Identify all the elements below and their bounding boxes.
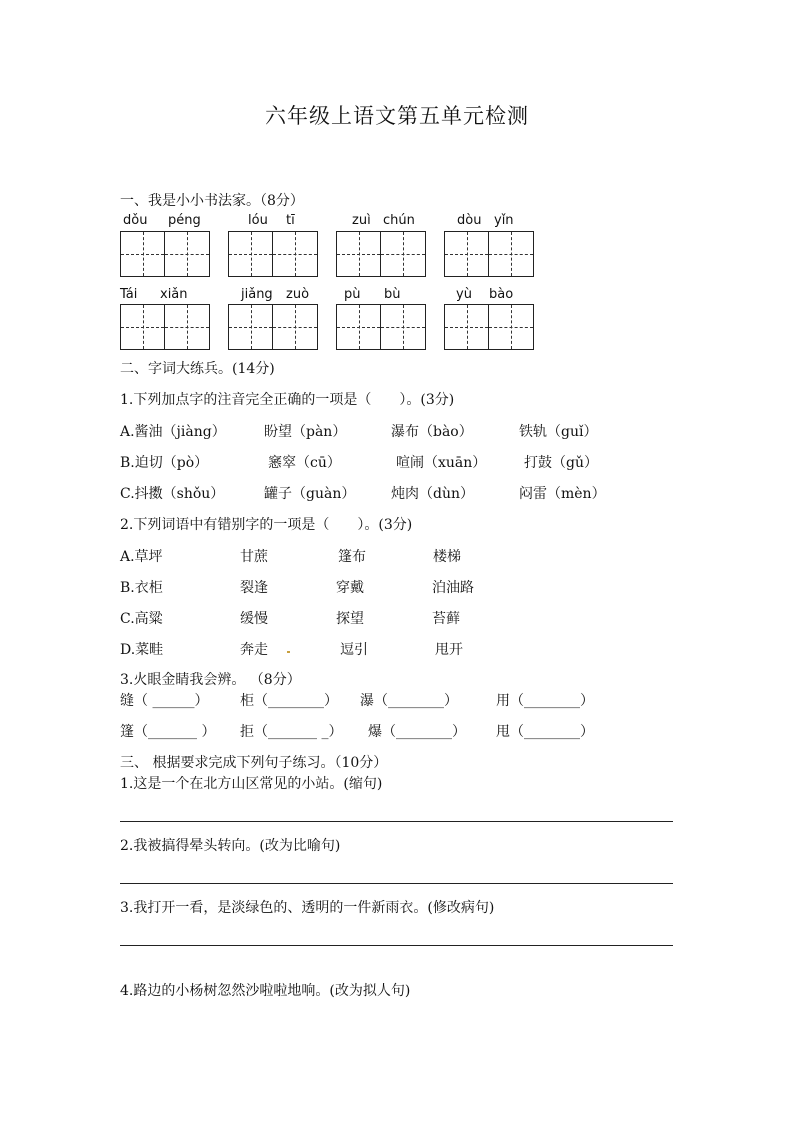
- option-a: A.草坪: [120, 549, 163, 565]
- pinyin: dǒu: [123, 213, 148, 228]
- fill-blank[interactable]: 篷（_______ ）: [120, 724, 216, 740]
- question-2-stem: 2.下列词语中有错别字的一项是（ ）。(3分): [120, 517, 413, 533]
- option-d-word: 甩开: [435, 642, 463, 658]
- writing-grid[interactable]: [336, 231, 426, 277]
- pinyin: jiǎng: [241, 287, 273, 302]
- option-b-word: 喧闹（xuān）: [396, 455, 487, 471]
- sentence-exercise: 1.这是一个在北方山区常见的小站。(缩句): [120, 776, 383, 792]
- option-c-word: 炖肉（dùn）: [391, 486, 474, 502]
- section2-heading: 二、字词大练兵。(14分): [120, 361, 275, 377]
- option-a-word: 楼梯: [433, 549, 461, 565]
- option-c: C.抖擞（shǒu）: [120, 486, 225, 502]
- answer-line[interactable]: [120, 821, 673, 822]
- sentence-exercise: 2.我被搞得晕头转向。(改为比喻句): [120, 838, 341, 854]
- option-c-word: 罐子（guàn）: [264, 486, 356, 502]
- question-1-stem: 1.下列加点字的注音完全正确的一项是（ ）。(3分): [120, 392, 455, 408]
- option-d: D.菜畦: [120, 642, 164, 658]
- answer-line[interactable]: [120, 883, 673, 884]
- writing-grid[interactable]: [228, 304, 318, 350]
- option-b-word: 裂逢: [240, 580, 268, 596]
- grid-cell[interactable]: [229, 232, 273, 276]
- option-b: B.迫切（pò）: [120, 455, 209, 471]
- pinyin: pù: [344, 287, 361, 302]
- grid-cell[interactable]: [121, 305, 165, 349]
- pinyin: dòu: [457, 213, 482, 228]
- option-a-word: 铁轨（guǐ）: [519, 424, 598, 440]
- fill-blank[interactable]: 拒（_______ _）: [240, 724, 343, 740]
- option-a-word: 盼望（pàn）: [264, 424, 347, 440]
- grid-cell[interactable]: [273, 232, 317, 276]
- grid-cell[interactable]: [337, 232, 381, 276]
- pinyin: xiǎn: [160, 287, 188, 302]
- pinyin: yǐn: [494, 213, 514, 228]
- writing-grid[interactable]: [444, 231, 534, 277]
- option-a: A.酱油（jiàng）: [120, 424, 226, 440]
- option-d-word: 奔走: [240, 642, 268, 658]
- answer-line[interactable]: [120, 945, 673, 946]
- sentence-exercise: 3.我打开一看，是淡绿色的、透明的一件新雨衣。(修改病句): [120, 900, 495, 916]
- option-a-word: 甘蔗: [240, 549, 268, 565]
- fill-blank[interactable]: 甩（________）: [496, 724, 594, 740]
- grid-cell[interactable]: [445, 232, 489, 276]
- pinyin: chún: [383, 213, 415, 228]
- writing-grid[interactable]: [444, 304, 534, 350]
- stray-mark: [287, 651, 290, 653]
- grid-cell[interactable]: [489, 232, 533, 276]
- option-d-word: 逗引: [340, 642, 368, 658]
- writing-grid[interactable]: [336, 304, 426, 350]
- writing-grid[interactable]: [120, 304, 210, 350]
- option-a-word: 瀑布（bào）: [391, 424, 473, 440]
- sentence-exercise: 4.路边的小杨树忽然沙啦啦地响。(改为拟人句): [120, 983, 411, 999]
- grid-cell[interactable]: [381, 232, 425, 276]
- grid-cell[interactable]: [121, 232, 165, 276]
- section3-heading: 三、 根据要求完成下列句子练习。（10分）: [120, 755, 388, 771]
- fill-blank[interactable]: 柜（________）: [240, 693, 338, 709]
- fill-blank[interactable]: 瀑（________）: [360, 693, 458, 709]
- pinyin: yù: [456, 287, 472, 302]
- grid-cell[interactable]: [337, 305, 381, 349]
- option-c: C.高粱: [120, 611, 163, 627]
- option-a-word: 篷布: [338, 549, 366, 565]
- grid-cell[interactable]: [489, 305, 533, 349]
- grid-cell[interactable]: [381, 305, 425, 349]
- fill-blank[interactable]: 缝（ ______）: [120, 693, 209, 709]
- pinyin: Tái: [120, 287, 138, 302]
- writing-grid[interactable]: [228, 231, 318, 277]
- fill-blank[interactable]: 用（________）: [496, 693, 594, 709]
- section1-heading: 一、我是小小书法家。（8分）: [120, 193, 304, 209]
- page-title: 六年级上语文第五单元检测: [265, 104, 529, 128]
- option-c-word: 缓慢: [240, 611, 268, 627]
- grid-cell[interactable]: [273, 305, 317, 349]
- pinyin: lóu: [248, 213, 268, 228]
- writing-grid[interactable]: [120, 231, 210, 277]
- question-3-stem: 3.火眼金睛我会辨。 （8分）: [120, 672, 301, 688]
- pinyin: péng: [168, 213, 201, 228]
- option-c-word: 闷雷（mèn）: [519, 486, 606, 502]
- pinyin: zuì: [352, 213, 371, 228]
- fill-blank[interactable]: 爆（________）: [368, 724, 466, 740]
- pinyin: tī: [286, 213, 295, 228]
- grid-cell[interactable]: [445, 305, 489, 349]
- pinyin: bào: [489, 287, 514, 302]
- option-c-word: 探望: [336, 611, 364, 627]
- option-b-word: 打鼓（gǔ）: [524, 455, 598, 471]
- option-c-word: 苔藓: [432, 611, 460, 627]
- pinyin: zuò: [286, 287, 310, 302]
- option-b-word: 窸窣（cū）: [268, 455, 341, 471]
- pinyin: bù: [384, 287, 401, 302]
- grid-cell[interactable]: [165, 232, 209, 276]
- option-b-word: 泊油路: [432, 580, 474, 596]
- grid-cell[interactable]: [229, 305, 273, 349]
- grid-cell[interactable]: [165, 305, 209, 349]
- option-b: B.衣柜: [120, 580, 163, 596]
- option-b-word: 穿戴: [336, 580, 364, 596]
